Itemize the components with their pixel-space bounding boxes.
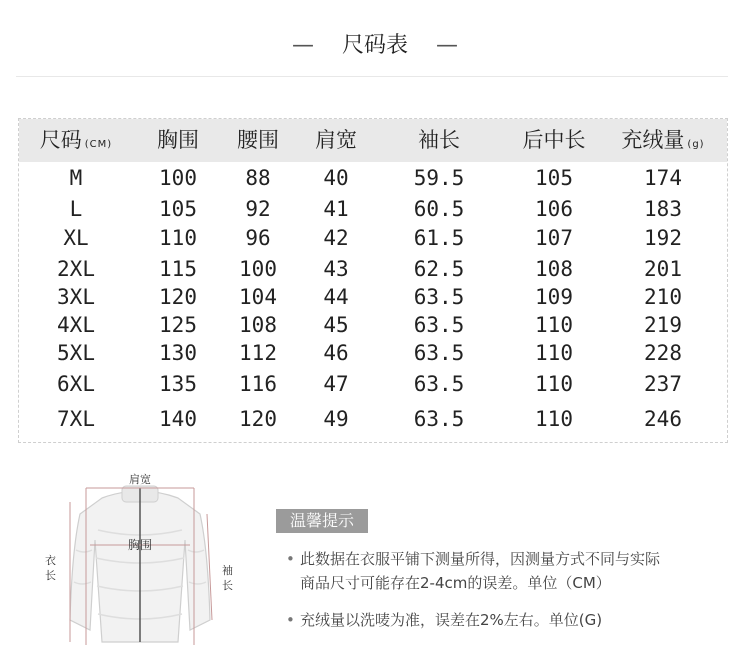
cell-chest: 140 bbox=[159, 407, 197, 431]
cell-chest: 105 bbox=[159, 197, 197, 221]
cell-sleeve: 62.5 bbox=[413, 257, 465, 281]
header-label: 后中长 bbox=[522, 128, 586, 152]
cell-chest: 100 bbox=[159, 166, 197, 190]
cell-shoulder: 43 bbox=[323, 257, 349, 281]
col-header-sleeve bbox=[389, 119, 489, 162]
table-row bbox=[19, 164, 727, 192]
cell-chest: 110 bbox=[159, 226, 197, 250]
shoulder-label: 肩宽 bbox=[129, 473, 151, 486]
table-row bbox=[19, 255, 727, 283]
bullet-icon: • bbox=[286, 550, 295, 568]
col-header-down-fill bbox=[593, 119, 733, 162]
cell-sleeve: 59.5 bbox=[413, 166, 465, 190]
cell-down-fill: 201 bbox=[644, 257, 682, 281]
cell-chest: 135 bbox=[159, 372, 197, 396]
header-unit: (CM) bbox=[84, 139, 113, 150]
length-label-bottom: 长 bbox=[45, 569, 56, 582]
header-label: 袖长 bbox=[418, 128, 460, 152]
cell-chest: 130 bbox=[159, 341, 197, 365]
cell-down-fill: 174 bbox=[644, 166, 682, 190]
header-label: 胸围 bbox=[157, 128, 199, 152]
cell-sleeve: 61.5 bbox=[413, 226, 465, 250]
col-header-size bbox=[21, 119, 131, 162]
header-label: 充绒量 bbox=[621, 128, 685, 152]
cell-shoulder: 42 bbox=[323, 226, 349, 250]
cell-waist: 88 bbox=[245, 166, 271, 190]
cell-shoulder: 46 bbox=[323, 341, 349, 365]
cell-back-length: 108 bbox=[535, 257, 573, 281]
cell-down-fill: 219 bbox=[644, 313, 682, 337]
tip-measurement-line2: 商品尺寸可能存在2-4cm的误差。单位（CM） bbox=[300, 574, 611, 592]
cell-back-length: 106 bbox=[535, 197, 573, 221]
cell-size: L bbox=[69, 197, 83, 221]
col-header-waist bbox=[218, 119, 298, 162]
header-label: 尺码 bbox=[39, 128, 82, 152]
cell-down-fill: 183 bbox=[644, 197, 682, 221]
table-row bbox=[19, 283, 727, 311]
cell-back-length: 110 bbox=[535, 372, 573, 396]
cell-size: 4XL bbox=[57, 313, 95, 337]
cell-waist: 92 bbox=[245, 197, 271, 221]
cell-size: 6XL bbox=[57, 372, 95, 396]
table-row bbox=[19, 224, 727, 252]
cell-sleeve: 63.5 bbox=[413, 285, 465, 309]
cell-size: 2XL bbox=[57, 257, 95, 281]
length-label-top: 衣 bbox=[45, 554, 56, 567]
cell-size: 5XL bbox=[57, 341, 95, 365]
cell-sleeve: 63.5 bbox=[413, 313, 465, 337]
title-divider bbox=[16, 76, 728, 77]
cell-down-fill: 246 bbox=[644, 407, 682, 431]
cell-back-length: 105 bbox=[535, 166, 573, 190]
tip-measurement-line1: 此数据在衣服平铺下测量所得，因测量方式不同与实际 bbox=[300, 550, 661, 568]
cell-chest: 125 bbox=[159, 313, 197, 337]
cell-sleeve: 63.5 bbox=[413, 341, 465, 365]
title-dash-left: — bbox=[291, 33, 314, 58]
table-row bbox=[19, 339, 727, 367]
cell-waist: 112 bbox=[239, 341, 277, 365]
cell-shoulder: 44 bbox=[323, 285, 349, 309]
cell-sleeve: 63.5 bbox=[413, 372, 465, 396]
size-table bbox=[18, 118, 728, 443]
cell-waist: 100 bbox=[239, 257, 277, 281]
page-title bbox=[0, 28, 750, 64]
cell-size: XL bbox=[63, 226, 89, 250]
sleeve-label-top: 袖 bbox=[222, 564, 233, 577]
cell-waist: 116 bbox=[239, 372, 277, 396]
cell-shoulder: 47 bbox=[323, 372, 349, 396]
cell-waist: 120 bbox=[239, 407, 277, 431]
cell-waist: 104 bbox=[239, 285, 277, 309]
cell-down-fill: 192 bbox=[644, 226, 682, 250]
table-header-row bbox=[19, 119, 727, 162]
cell-sleeve: 60.5 bbox=[413, 197, 465, 221]
table-row bbox=[19, 195, 727, 223]
cell-back-length: 110 bbox=[535, 407, 573, 431]
sleeve-label-bottom: 长 bbox=[222, 579, 233, 592]
cell-chest: 120 bbox=[159, 285, 197, 309]
cell-shoulder: 40 bbox=[323, 166, 349, 190]
cell-back-length: 110 bbox=[535, 341, 573, 365]
title-text: 尺码表 bbox=[341, 33, 408, 58]
tip-measurement bbox=[286, 547, 661, 592]
cell-chest: 115 bbox=[159, 257, 197, 281]
tip-down-fill-text: 充绒量以洗唛为准，误差在2%左右。单位(G) bbox=[300, 611, 603, 629]
tip-down-fill bbox=[288, 608, 602, 632]
cell-down-fill: 210 bbox=[644, 285, 682, 309]
cell-back-length: 107 bbox=[535, 226, 573, 250]
jacket-diagram bbox=[40, 470, 240, 655]
cell-waist: 96 bbox=[245, 226, 271, 250]
table-row bbox=[19, 370, 727, 398]
col-header-chest bbox=[138, 119, 218, 162]
cell-size: M bbox=[69, 166, 83, 190]
bullet-icon: • bbox=[286, 611, 295, 629]
col-header-shoulder bbox=[296, 119, 376, 162]
cell-size: 3XL bbox=[57, 285, 95, 309]
cell-back-length: 110 bbox=[535, 313, 573, 337]
chest-label: 胸围 bbox=[127, 538, 153, 552]
cell-shoulder: 41 bbox=[323, 197, 349, 221]
header-unit: (g) bbox=[687, 139, 705, 150]
cell-down-fill: 237 bbox=[644, 372, 682, 396]
cell-down-fill: 228 bbox=[644, 341, 682, 365]
table-row bbox=[19, 405, 727, 433]
tips-badge: 温馨提示 bbox=[276, 509, 368, 533]
cell-shoulder: 49 bbox=[323, 407, 349, 431]
cell-sleeve: 63.5 bbox=[413, 407, 465, 431]
title-dash-right: — bbox=[436, 33, 458, 58]
header-label: 腰围 bbox=[237, 128, 279, 152]
cell-waist: 108 bbox=[239, 313, 277, 337]
header-label: 肩宽 bbox=[315, 128, 357, 152]
cell-shoulder: 45 bbox=[323, 313, 349, 337]
table-row bbox=[19, 311, 727, 339]
cell-size: 7XL bbox=[57, 407, 95, 431]
cell-back-length: 109 bbox=[535, 285, 573, 309]
